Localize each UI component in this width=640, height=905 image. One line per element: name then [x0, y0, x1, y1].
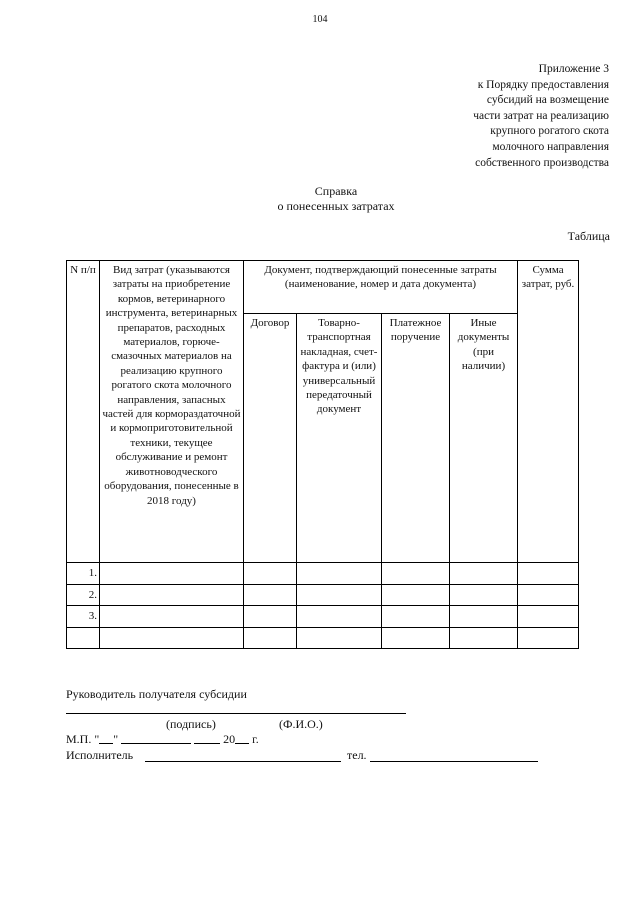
table-cell [297, 627, 382, 649]
appendix-line: части затрат на реализацию [473, 109, 609, 122]
table-cell [297, 584, 382, 606]
header-payment-order: Платежное поручение [382, 314, 450, 563]
seal-date-line [66, 732, 259, 747]
table-cell [518, 606, 579, 628]
header-sum: Сумма затрат, руб. [518, 261, 579, 563]
executor-label: Исполнитель [66, 748, 134, 762]
header-expense-kind: Вид затрат (указываются затраты на приобретение кормов, ветеринарного инструмента, ветеринарных препаратов, расходных материалов, горюче-смазочных материалов на реализацию крупного рогатого скота молочного направления, запасных частей для кормораздаточной и кормоприготовительной техники, текущее обслуживание и ремонт животноводческого оборудования, понесенные в 2018 году) [100, 261, 244, 563]
table-cell [297, 563, 382, 585]
year-prefix: 20 [223, 732, 236, 746]
table-cell [100, 584, 244, 606]
table-header-row [67, 261, 579, 314]
year-blank [235, 743, 249, 744]
table-cell [382, 563, 450, 585]
appendix-line: крупного рогатого скота [490, 125, 609, 138]
table-cell [450, 563, 518, 585]
table-cell [450, 627, 518, 649]
appendix-line: Приложение 3 [538, 63, 609, 75]
month-blank [121, 743, 191, 744]
table-row [67, 563, 579, 585]
row-number: 2. [67, 584, 100, 606]
executor-line [145, 761, 341, 762]
header-num: N п/п [67, 261, 100, 563]
table-label: Таблица [567, 229, 610, 243]
table-cell [382, 627, 450, 649]
seal-quote: " [113, 732, 119, 746]
appendix-line: собственного производства [475, 156, 609, 169]
header-contract: Договор [244, 314, 297, 563]
appendix-line: молочного направления [492, 140, 609, 153]
signature-line [66, 713, 406, 714]
year-suffix: г. [252, 732, 259, 746]
table-cell [244, 584, 297, 606]
seal-prefix: М.П. " [66, 732, 100, 746]
table-cell [244, 627, 297, 649]
document-title [0, 184, 640, 214]
table-cell [382, 584, 450, 606]
phone-line [370, 761, 538, 762]
header-other-documents: Иные документы (при наличии) [450, 314, 518, 563]
header-invoice: Товарно-транспортная накладная, счет-фактура и (или) универсальный передаточный документ [297, 314, 382, 563]
table-row [67, 627, 579, 649]
head-of-recipient-label: Руководитель получателя субсидии [66, 687, 247, 701]
table-cell [100, 627, 244, 649]
fio-caption: (Ф.И.О.) [279, 717, 323, 731]
appendix-block [473, 62, 609, 171]
row-number: 3. [67, 606, 100, 628]
page-number: 104 [312, 14, 328, 25]
header-document: Документ, подтверждающий понесенные затраты (наименование, номер и дата документа) [244, 261, 518, 314]
table-cell [518, 584, 579, 606]
table-cell [297, 606, 382, 628]
title-line-2: о понесенных затратах [277, 199, 395, 213]
expenses-table [66, 260, 579, 649]
day-blank [99, 743, 113, 744]
table-cell [518, 563, 579, 585]
table-cell [100, 563, 244, 585]
table-cell [244, 606, 297, 628]
table-cell [450, 584, 518, 606]
table-cell [244, 563, 297, 585]
table-cell [518, 627, 579, 649]
phone-label: тел. [347, 748, 367, 762]
month-blank-2 [194, 743, 220, 744]
appendix-line: субсидий на возмещение [486, 94, 609, 107]
row-number [67, 627, 100, 649]
table-cell [450, 606, 518, 628]
signature-caption: (подпись) [166, 717, 216, 731]
table-cell [382, 606, 450, 628]
title-line-1: Справка [314, 184, 358, 198]
table-row [67, 606, 579, 628]
appendix-line: к Порядку предоставления [477, 78, 609, 91]
table-cell [100, 606, 244, 628]
row-number: 1. [67, 563, 100, 585]
table-row [67, 584, 579, 606]
